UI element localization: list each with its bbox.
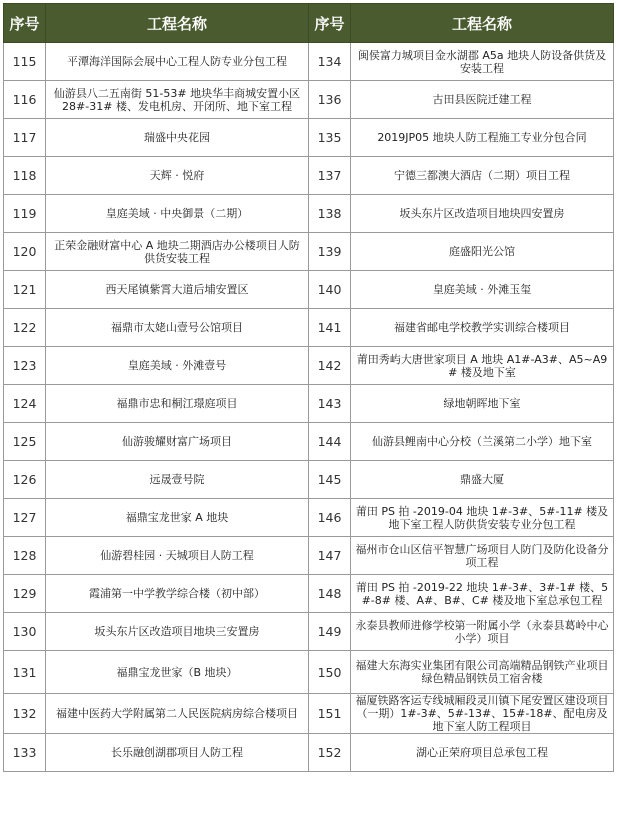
project-name-left: 正荣金融财富中心 A 地块二期酒店办公楼项目人防供货安装工程 [46, 233, 309, 271]
header-project-name-right: 工程名称 [351, 4, 614, 43]
project-name-right: 福建省邮电学校教学实训综合楼项目 [351, 309, 614, 347]
project-name-right: 宁德三都澳大酒店（二期）项目工程 [351, 157, 614, 195]
table-row [4, 157, 614, 195]
project-name-right: 湖心正荣府项目总承包工程 [351, 734, 614, 772]
project-name-right: 永泰县教师进修学校第一附属小学（永泰县葛岭中心小学）项目 [351, 613, 614, 651]
table-row [4, 43, 614, 81]
serial-number-right: 142 [309, 347, 351, 385]
serial-number-right: 146 [309, 499, 351, 537]
project-name-left: 福鼎市太姥山壹号公馆项目 [46, 309, 309, 347]
table-header-row [4, 4, 614, 43]
project-name-left: 皇庭美域 · 外滩壹号 [46, 347, 309, 385]
serial-number-left: 120 [4, 233, 46, 271]
project-name-left: 皇庭美域 · 中央御景（二期） [46, 195, 309, 233]
project-name-right: 古田县医院迁建工程 [351, 81, 614, 119]
serial-number-left: 132 [4, 694, 46, 734]
project-name-left: 仙游骏耀财富广场项目 [46, 423, 309, 461]
project-name-right: 莆田 PS 拍 -2019-22 地块 1#-3#、3#-1# 楼、5#-8# 楼、A#、B#、C# 楼及地下室总承包工程 [351, 575, 614, 613]
serial-number-right: 145 [309, 461, 351, 499]
table-row [4, 309, 614, 347]
project-name-left: 福鼎市忠和桐江璟庭项目 [46, 385, 309, 423]
project-name-right: 皇庭美域 · 外滩玉玺 [351, 271, 614, 309]
project-name-left: 天辉 · 悦府 [46, 157, 309, 195]
serial-number-left: 129 [4, 575, 46, 613]
project-name-left: 福鼎宝龙世家（B 地块） [46, 651, 309, 694]
serial-number-left: 130 [4, 613, 46, 651]
table-row [4, 233, 614, 271]
serial-number-left: 128 [4, 537, 46, 575]
serial-number-left: 131 [4, 651, 46, 694]
project-name-right: 闽侯富力城项目金水湖郡 A5a 地块人防设备供货及安装工程 [351, 43, 614, 81]
table-row [4, 119, 614, 157]
table-row [4, 613, 614, 651]
project-name-right: 莆田 PS 拍 -2019-04 地块 1#-3#、5#-11# 楼及地下室工程人防供货安装专业分包工程 [351, 499, 614, 537]
table-row [4, 651, 614, 694]
project-name-left: 仙游县八二五南街 51-53# 地块华丰商城安置小区 28#-31# 楼、发电机房、开闭所、地下室工程 [46, 81, 309, 119]
project-name-left: 长乐融创湖郡项目人防工程 [46, 734, 309, 772]
table-row [4, 461, 614, 499]
table-row [4, 537, 614, 575]
project-name-left: 霞浦第一中学教学综合楼（初中部） [46, 575, 309, 613]
project-name-right: 坂头东片区改造项目地块四安置房 [351, 195, 614, 233]
table-row [4, 385, 614, 423]
serial-number-right: 147 [309, 537, 351, 575]
table-row [4, 195, 614, 233]
serial-number-right: 143 [309, 385, 351, 423]
serial-number-right: 137 [309, 157, 351, 195]
project-name-left: 福建中医药大学附属第二人民医院病房综合楼项目 [46, 694, 309, 734]
project-name-left: 远晟壹号院 [46, 461, 309, 499]
table-row [4, 423, 614, 461]
serial-number-right: 151 [309, 694, 351, 734]
serial-number-right: 136 [309, 81, 351, 119]
table-row [4, 81, 614, 119]
serial-number-right: 144 [309, 423, 351, 461]
project-name-left: 坂头东片区改造项目地块三安置房 [46, 613, 309, 651]
project-name-right: 鼎盛大厦 [351, 461, 614, 499]
serial-number-right: 134 [309, 43, 351, 81]
serial-number-right: 139 [309, 233, 351, 271]
serial-number-left: 119 [4, 195, 46, 233]
serial-number-left: 126 [4, 461, 46, 499]
project-list-container [3, 3, 613, 772]
serial-number-right: 152 [309, 734, 351, 772]
serial-number-left: 124 [4, 385, 46, 423]
header-serial-right: 序号 [309, 4, 351, 43]
serial-number-right: 138 [309, 195, 351, 233]
table-row [4, 575, 614, 613]
serial-number-right: 148 [309, 575, 351, 613]
serial-number-left: 115 [4, 43, 46, 81]
project-name-left: 西天尾镇紫霄大道后埔安置区 [46, 271, 309, 309]
project-name-right: 莆田秀屿大唐世家项目 A 地块 A1#-A3#、A5~A9# 楼及地下室 [351, 347, 614, 385]
serial-number-left: 116 [4, 81, 46, 119]
serial-number-left: 125 [4, 423, 46, 461]
header-serial-left: 序号 [4, 4, 46, 43]
serial-number-left: 117 [4, 119, 46, 157]
serial-number-right: 150 [309, 651, 351, 694]
serial-number-left: 127 [4, 499, 46, 537]
project-name-right: 福州市仓山区信平智慧广场项目人防门及防化设备分项工程 [351, 537, 614, 575]
project-name-right: 庭盛阳光公馆 [351, 233, 614, 271]
serial-number-right: 141 [309, 309, 351, 347]
serial-number-right: 149 [309, 613, 351, 651]
serial-number-right: 140 [309, 271, 351, 309]
header-project-name-left: 工程名称 [46, 4, 309, 43]
table-row [4, 734, 614, 772]
serial-number-left: 121 [4, 271, 46, 309]
project-name-left: 仙游碧桂园 · 天城项目人防工程 [46, 537, 309, 575]
serial-number-left: 123 [4, 347, 46, 385]
project-name-left: 福鼎宝龙世家 A 地块 [46, 499, 309, 537]
project-name-right: 绿地朝晖地下室 [351, 385, 614, 423]
serial-number-left: 118 [4, 157, 46, 195]
project-name-right: 福厦铁路客运专线城厢段灵川镇下尾安置区建设项目（一期）1#-3#、5#-13#、15#-18#、配电房及地下室人防工程项目 [351, 694, 614, 734]
project-name-right: 仙游县鲤南中心分校（兰溪第二小学）地下室 [351, 423, 614, 461]
project-name-right: 2019JP05 地块人防工程施工专业分包合同 [351, 119, 614, 157]
table-row [4, 347, 614, 385]
serial-number-right: 135 [309, 119, 351, 157]
serial-number-left: 122 [4, 309, 46, 347]
table-row [4, 271, 614, 309]
serial-number-left: 133 [4, 734, 46, 772]
project-name-left: 瑞盛中央花园 [46, 119, 309, 157]
table-row [4, 694, 614, 734]
project-name-left: 平潭海洋国际会展中心工程人防专业分包工程 [46, 43, 309, 81]
project-table [3, 3, 614, 772]
table-row [4, 499, 614, 537]
project-name-right: 福建大东海实业集团有限公司高端精品钢铁产业项目绿色精品钢铁员工宿舍楼 [351, 651, 614, 694]
